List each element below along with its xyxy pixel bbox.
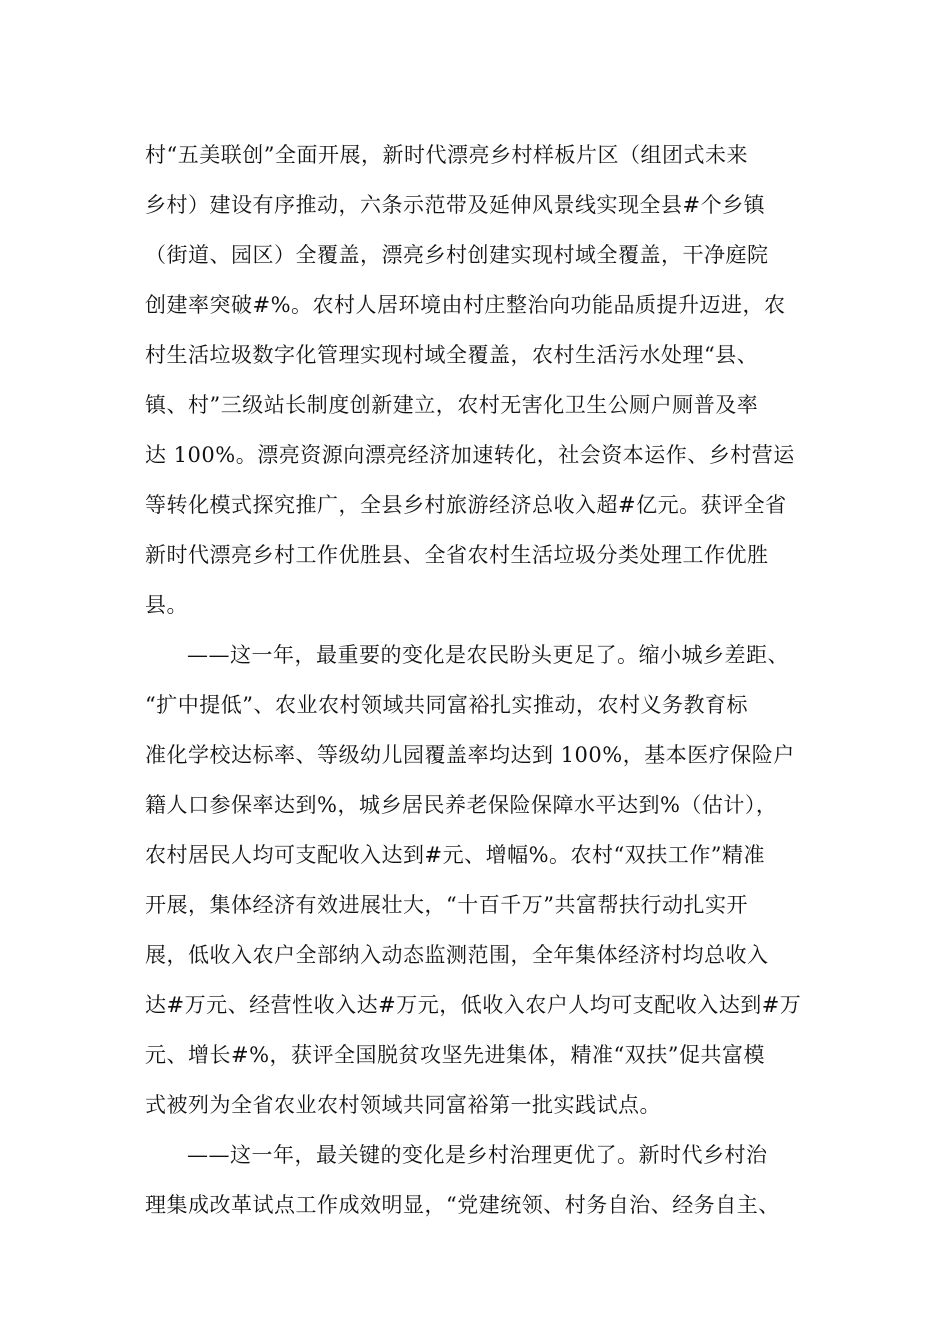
text-line: 理集成改革试点工作成效明显，“党建统领、村务自治、经务自主、	[145, 1193, 780, 1217]
text-line: 元、增长#%，获评全国脱贫攻坚先进集体，精准“双扶”促共富模	[145, 1043, 766, 1067]
text-line: 准化学校达标率、等级幼儿园覆盖率均达到 100%，基本医疗保险户	[145, 743, 795, 767]
text-line: 新时代漂亮乡村工作优胜县、全省农村生活垃圾分类处理工作优胜	[145, 543, 769, 567]
text-line: 展，低收入农户全部纳入动态监测范围，全年集体经济村均总收入	[145, 943, 769, 967]
text-line: 籍人口参保率达到%，城乡居民养老保险保障水平达到%（估计），	[145, 793, 778, 817]
paragraph-first-line: ——这一年，最重要的变化是农民盼头更足了。缩小城乡差距、	[187, 643, 789, 667]
paragraph-first-line: ——这一年，最关键的变化是乡村治理更优了。新时代乡村治	[187, 1143, 768, 1167]
text-line: 等转化模式探究推广，全县乡村旅游经济总收入超#亿元。获评全省	[145, 493, 787, 517]
text-line: 乡村）建设有序推动，六条示范带及延伸风景线实现全县#个乡镇	[145, 193, 766, 217]
text-line: 创建率突破#%。农村人居环境由村庄整治向功能品质提升迈进，农	[145, 293, 786, 317]
text-line: 达#万元、经营性收入达#万元，低收入农户人均可支配收入达到#万	[145, 993, 802, 1017]
text-line: 达 100%。漂亮资源向漂亮经济加速转化，社会资本运作、乡村营运	[145, 443, 795, 467]
text-line: （街道、园区）全覆盖，漂亮乡村创建实现村域全覆盖，干净庭院	[145, 243, 769, 267]
text-line: 村生活垃圾数字化管理实现村域全覆盖，农村生活污水处理“县、	[145, 343, 759, 367]
text-line: 村“五美联创”全面开展，新时代漂亮乡村样板片区（组团式未来	[145, 143, 748, 167]
text-line: 县。	[145, 593, 188, 617]
text-line: 式被列为全省农业农村领域共同富裕第一批实践试点。	[145, 1093, 661, 1117]
text-line: 镇、村”三级站长制度创新建立，农村无害化卫生公厕户厕普及率	[145, 393, 759, 417]
text-line: 农村居民人均可支配收入达到#元、增幅%。农村“双扶工作”精准	[145, 843, 766, 867]
text-line: “扩中提低”、农业农村领域共同富裕扎实推动，农村义务教育标	[145, 693, 748, 717]
text-line: 开展，集体经济有效进展壮大，“十百千万”共富帮扶行动扎实开	[145, 893, 748, 917]
